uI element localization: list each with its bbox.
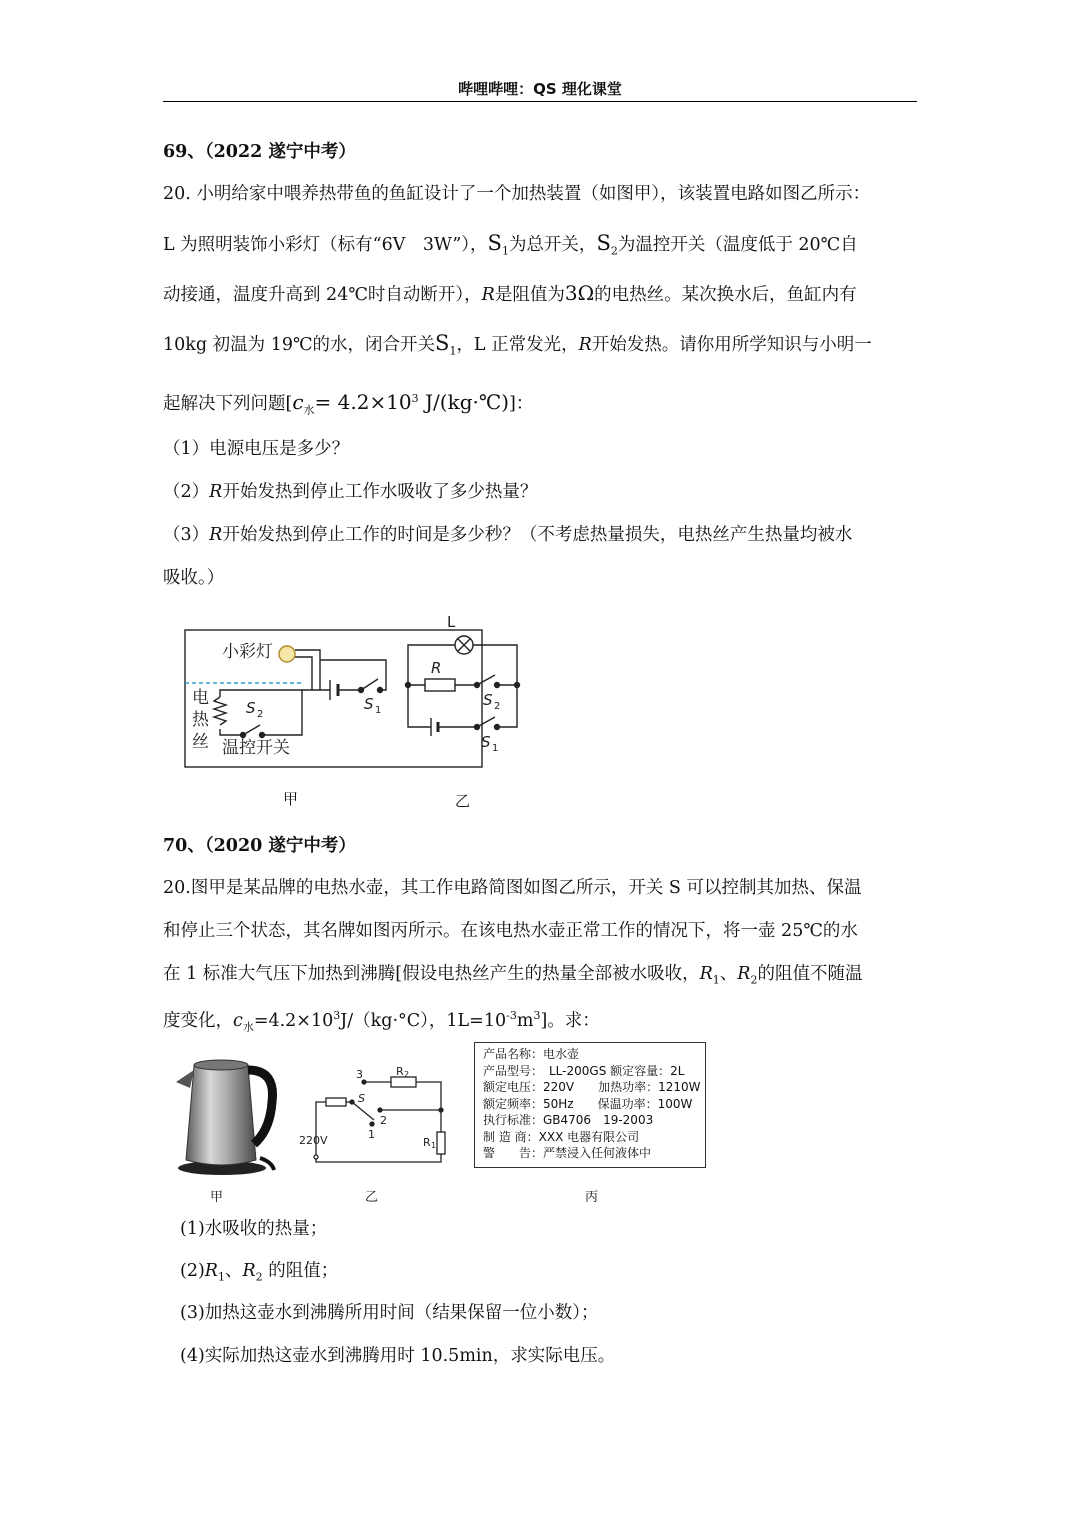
q69-figure-yi [406,636,520,736]
svg-text:R: R [423,1136,431,1149]
q69-line-4: 10kg 初温为 19℃的水，闭合开关$S_1$，L 正常发光，R开始发热。请你用所学知识与小明一 [163,331,872,358]
nameplate-line: 产品型号： LL-200GS 额定容量：2L [483,1063,685,1078]
q69-sub-question-3: （3）R开始发热到停止工作的时间是多少秒？（不考虑热量损失，电热丝产生热量均被水 [163,525,853,545]
label-s2-jia: S [246,699,256,717]
nameplate [474,1042,706,1168]
label-L: L [447,613,456,631]
label-lamp: 小彩灯 [222,642,273,662]
q70-caption-yi: 乙 [365,1190,379,1205]
kettle-image [172,1052,292,1177]
nameplate-line: 额定频率：50Hz 保温功率：100W [483,1096,693,1111]
q70-line-1: 20.图甲是某品牌的电热水壶，其工作电路简图如图乙所示，开关 S 可以控制其加热、保温 [163,878,862,898]
q69-heading: 69、（2022 遂宁中考） [163,142,356,162]
q69-sub-question-1: （1）电源电压是多少？ [163,439,350,459]
label-220v: 220V [299,1134,328,1147]
resistor-r1-symbol [437,1132,445,1154]
q70-line-4: 度变化，$c_水=4.2\times 10^3J/(kg\cdot^\circ C)$，$1L=10^{-3}m^3$]。求： [163,1009,600,1034]
switch-s2-blade [243,725,260,735]
switch-s2-blade-yi [477,675,495,685]
q70-sub-question-3: (3)加热这壶水到沸腾所用时间（结果保留一位小数）； [180,1303,599,1323]
q69-caption-jia: 甲 [283,790,299,808]
svg-text:1: 1 [368,1128,375,1141]
label-s1-yi: S [481,733,491,751]
kettle-spout [176,1070,194,1088]
nameplate-line: 执行标准：GB4706 19-2003 [483,1113,654,1127]
q70-line-3: 在 1 标准大气压下加热到沸腾[假设电热丝产生的热量全部被水吸收，$R_1$、$R_2$的阻值不随温 [163,964,863,987]
label-thermo-switch: 温控开关 [222,738,290,758]
svg-text:1: 1 [375,705,382,716]
q70-caption-jia: 甲 [210,1190,224,1205]
q70-circuit-yi [296,1062,456,1172]
svg-text:1: 1 [492,743,499,754]
switch-s1-blade [361,679,378,690]
q69-line-1: 20. 小明给家中喂养热带鱼的鱼缸设计了一个加热装置（如图甲），该装置电路如图乙所示： [163,184,871,204]
lamp-wire-2 [295,657,312,690]
nameplate-line: 警 告：严禁浸入任何液体中 [483,1146,652,1160]
q70-heading: 70、（2020 遂宁中考） [163,836,356,856]
heater-coil-icon [214,697,226,725]
lamp-bulb-icon [279,646,295,662]
svg-text:2: 2 [404,1070,410,1079]
q70-sub-question-2: $(2)R_1$、$R_2$ 的阻值； [180,1261,339,1284]
switch-s1-blade-yi [477,717,495,727]
label-heater-3: 丝 [192,732,209,752]
q69-caption-yi: 乙 [455,792,471,810]
fuse-symbol [326,1098,346,1106]
q69-figures [180,605,540,805]
page-header: 哔哩哔哩：QS 理化课堂 [458,80,622,98]
q69-line-5: 起解决下列问题[$c_水= 4.2\times 10^3$ J/(kg·℃)]： [163,389,534,417]
svg-text:1: 1 [431,1141,437,1150]
label-R: R [431,659,442,677]
label-s1-jia: S [364,695,374,713]
svg-text:R: R [396,1065,404,1078]
svg-text:2: 2 [257,709,264,720]
q69-sub-question-3-cont: 吸收。） [163,568,225,588]
label-s2-yi: S [483,691,493,709]
nameplate-line: 制 造 商：XXX 电器有限公司 [483,1129,640,1144]
q69-line-3: 动接通，温度升高到 24℃时自动断开），R是阻值为3Ω的电热丝。某次换水后，鱼缸内有 [163,281,857,305]
label-heater-2: 热 [192,710,209,730]
resistor-r-symbol [425,679,455,691]
label-heater-1: 电 [192,688,209,708]
q70-caption-bing: 丙 [585,1190,599,1205]
q69-sub-question-2: （2）R开始发热到停止工作水吸收了多少热量？ [163,482,538,502]
nameplate-line: 产品名称：电水壶 [483,1047,580,1061]
svg-text:2: 2 [494,701,501,712]
q70-line-2: 和停止三个状态，其名牌如图丙所示。在该电热水壶正常工作的情况下，将一壶 25℃的水 [163,921,858,941]
nameplate-line: 额定电压：220V 加热功率：1210W [483,1080,701,1094]
q70-sub-question-4: (4)实际加热这壶水到沸腾用时 10.5min，求实际电压。 [180,1346,616,1366]
header-rule [163,101,917,102]
lamp-wire [295,650,320,690]
svg-text:2: 2 [380,1114,387,1127]
q69-line-2: L 为照明装饰小彩灯（标有“6V 3W”），$S_1$为总开关，$S_2$为温控开关（温度低于 20℃自 [163,231,858,258]
q70-sub-question-1: (1)水吸收的热量； [180,1219,328,1239]
svg-text:S: S [358,1092,365,1105]
svg-text:3: 3 [356,1068,363,1081]
